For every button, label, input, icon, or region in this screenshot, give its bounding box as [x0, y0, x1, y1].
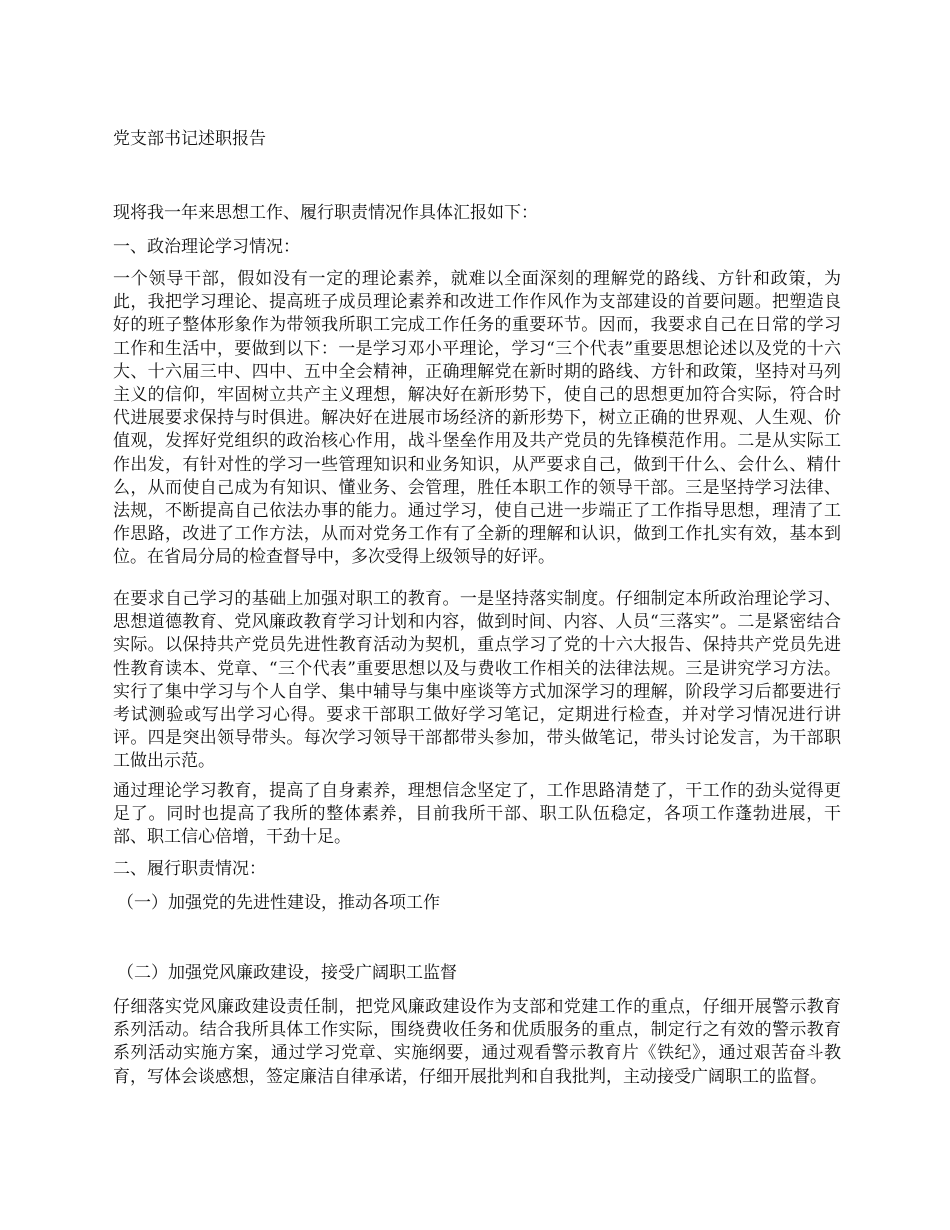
section2-subheading-2: （二）加强党风廉政建设，接受广阔职工监督 [117, 963, 457, 983]
intro-paragraph: 现将我一年来思想工作、履行职责情况作具体汇报如下： [113, 203, 538, 223]
section1-paragraph-1: 一个领导干部，假如没有一定的理论素养，就难以全面深刻的理解党的路线、方针和政策，为此，我把学习理论、提高班子成员理论素养和改进工作作风作为支部建设的首要问题。把塑造良好的班子整体形象作为带领我所职工完成工作任务的重要环节。因而，我要求自己在日常的学习工作和生活中，要做到以下：一是学习邓小平理论，学习“三个代表”重要思想论述以及党的十六大、十六届三中、四中、五中全会精神，正确理解党在新时期的路线、方针和政策，坚持对马列主义的信仰，牢固树立共产主义理想，解决好在新形势下，使自己的思想更加符合实际，符合时代进展要求保持与时俱进。解决好在进展市场经济的新形势下，树立正确的世界观、人生观、价值观，发挥好党组织的政治核心作用，战斗堡垒作用及共产党员的先锋模范作用。二是从实际工作出发，有针对性的学习一些管理知识和业务知识，从严要求自己，做到干什么、会什么、精什么，从而使自己成为有知识、懂业务、会管理，胜任本职工作的领导干部。三是坚持学习法律、法规，不断提高自己依法办事的能力。通过学习，使自己进一步端正了工作指导思想，理清了工作思路，改进了工作方法，从而对党务工作有了全新的理解和认识，做到工作扎实有效，基本到位。在省局分局的检查督导中，多次受得上级领导的好评。 [113, 269, 841, 568]
section2-heading: 二、履行职责情况： [113, 859, 266, 879]
section1-paragraph-3: 通过理论学习教育，提高了自身素养，理想信念坚定了，工作思路清楚了，干工作的劲头觉得更足了。同时也提高了我所的整体素养，目前我所干部、职工队伍稳定，各项工作蓬勃进展，干部、职工信心倍增，干劲十足。 [113, 781, 841, 848]
section1-paragraph-2: 在要求自己学习的基础上加强对职工的教育。一是坚持落实制度。仔细制定本所政治理论学习、思想道德教育、党风廉政教育学习计划和内容，做到时间、内容、人员“三落实”。二是紧密结合实际。以保持共产党员先进性教育活动为契机，重点学习了党的十六大报告、保持共产党员先进性教育读本、党章、“三个代表”重要思想以及与费收工作相关的法律法规。三是讲究学习方法。实行了集中学习与个人自学、集中辅导与集中座谈等方式加深学习的理解，阶段学习后都要进行考试测验或写出学习心得。要求干部职工做好学习笔记，定期进行检查，并对学习情况进行讲评。四是突出领导带头。每次学习领导干部都带头参加，带头做笔记，带头讨论发言，为干部职工做出示范。 [113, 589, 841, 772]
document-title: 党支部书记述职报告 [113, 129, 266, 149]
section2-subheading-1: （一）加强党的先进性建设，推动各项工作 [117, 893, 440, 913]
section1-heading: 一、政治理论学习情况： [113, 237, 300, 257]
section2-paragraph-1: 仔细落实党风廉政建设责任制，把党风廉政建设作为支部和党建工作的重点，仔细开展警示教育系列活动。结合我所具体工作实际，围绕费收任务和优质服务的重点，制定行之有效的警示教育系列活动实施方案，通过学习党章、实施纲要，通过观看警示教育片《铁纪》，通过艰苦奋斗教育，写体会谈感想，签定廉洁自律承诺，仔细开展批判和自我批判，主动接受广阔职工的监督。 [113, 997, 841, 1087]
